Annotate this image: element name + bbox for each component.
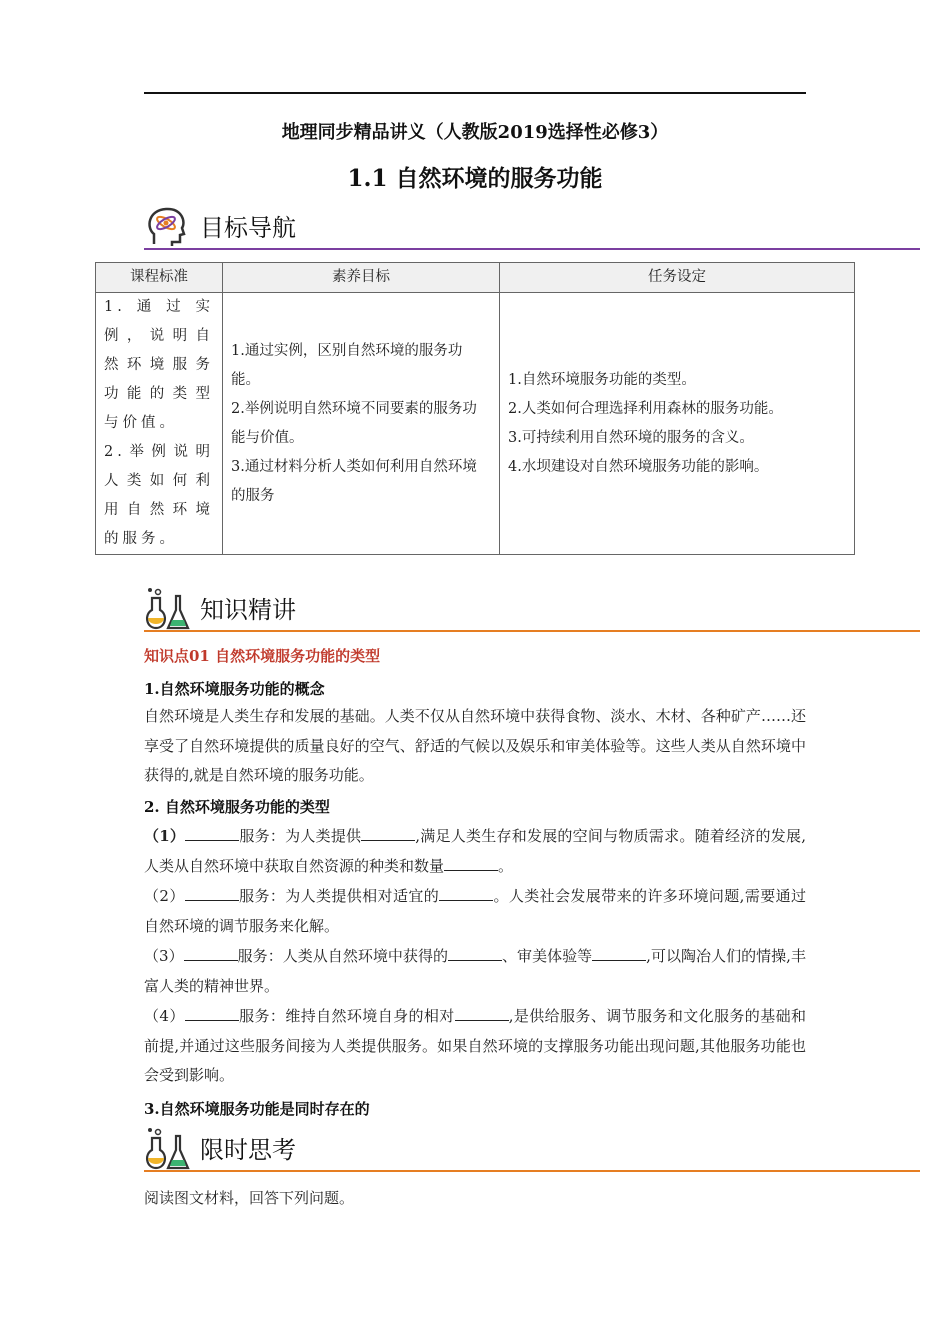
table-header: 任务设定: [500, 263, 855, 293]
paragraph: 自然环境是人类生存和发展的基础。人类不仅从自然环境中获得食物、淡水、木材、各种矿产……还享受了自然环境提供的质量良好的空气、舒适的气候以及娱乐和审美体验等。这些人类从自然环境中获得的,就是自然环境的服务功能。: [144, 707, 806, 784]
fill-blank[interactable]: [592, 944, 646, 961]
literacy-item: 1.通过实例，区别自然环境的服务功能。: [231, 342, 463, 388]
task-item: 3.可持续利用自然环境的服务的含义。: [508, 429, 754, 446]
subheading: 1.自然环境服务功能的概念: [144, 680, 325, 698]
standard-item: 1.通过实例，说明自然环境服务功能的类型与价值。: [104, 299, 214, 431]
section-thinking-header: [144, 1126, 920, 1172]
fill-blank[interactable]: [184, 944, 238, 961]
fill-blank[interactable]: [444, 854, 498, 871]
fill-blank[interactable]: [455, 1004, 509, 1021]
subheading: 2. 自然环境服务功能的类型: [144, 798, 330, 816]
literacy-cell: [223, 293, 500, 555]
list-item: （1） 服务：为人类提供 ,满足人类生存和发展的空间与物质需求。随着经济的发展,人类从自然环境中获取自然资源的种类和数量 。: [144, 822, 806, 881]
table-row: [96, 293, 855, 555]
section-thinking-label: 限时思考: [200, 1136, 296, 1164]
standards-cell: [96, 293, 223, 555]
knowledge-point-title: 知识点01 自然环境服务功能的类型: [144, 647, 381, 665]
section-knowledge-header: [144, 586, 920, 632]
goals-table: [95, 262, 855, 555]
section-goals-label: 目标导航: [200, 214, 296, 242]
section-thinking-rule: [144, 1170, 920, 1172]
brain-atom-icon: [144, 204, 192, 250]
table-header: 素养目标: [223, 263, 500, 293]
fill-blank[interactable]: [439, 884, 493, 901]
section-goals-header: [144, 204, 920, 250]
document-title: 地理同步精品讲义（人教版2019选择性必修3）: [281, 122, 669, 143]
list-item: （2） 服务：为人类提供相对适宜的 。人类社会发展带来的许多环境问题,需要通过自然环境的调节服务来化解。: [144, 882, 806, 941]
task-item: 2.人类如何合理选择利用森林的服务功能。: [508, 400, 783, 417]
lesson-title: 1.1 自然环境的服务功能: [347, 165, 603, 192]
task-item: 4.水坝建设对自然环境服务功能的影响。: [508, 458, 769, 475]
fill-blank[interactable]: [361, 824, 415, 841]
literacy-item: 3.通过材料分析人类如何利用自然环境的服务: [231, 458, 477, 504]
subheading: 3.自然环境服务功能是同时存在的: [144, 1100, 370, 1118]
tasks-cell: [500, 293, 855, 555]
list-item: （4） 服务：维持自然环境自身的相对 ,是供给服务、调节服务和文化服务的基础和前提,并通过这些服务间接为人类提供服务。如果自然环境的支撑服务功能出现问题,其他服务功能也会受到影响。: [144, 1002, 806, 1091]
section-knowledge-label: 知识精讲: [200, 596, 296, 624]
literacy-item: 2.举例说明自然环境不同要素的服务功能与价值。: [231, 400, 477, 446]
flask-icon: [144, 1126, 192, 1172]
table-header-row: [96, 263, 855, 293]
list-item: （3） 服务：人类从自然环境中获得的 、审美体验等 ,可以陶冶人们的情操,丰富人类的精神世界。: [144, 942, 806, 1001]
header-rule: [144, 92, 806, 94]
task-item: 1.自然环境服务功能的类型。: [508, 371, 696, 388]
section-goals-rule: [144, 248, 920, 250]
fill-blank[interactable]: [185, 1004, 239, 1021]
fill-blank[interactable]: [185, 824, 239, 841]
paragraph: 阅读图文材料，回答下列问题。: [144, 1189, 355, 1207]
section-knowledge-rule: [144, 630, 920, 632]
standard-item: 2.举例说明人类如何利用自然环境的服务。: [104, 444, 214, 547]
flask-icon: [144, 586, 192, 632]
table-header: 课程标准: [96, 263, 223, 293]
fill-blank[interactable]: [448, 944, 502, 961]
fill-blank[interactable]: [185, 884, 239, 901]
